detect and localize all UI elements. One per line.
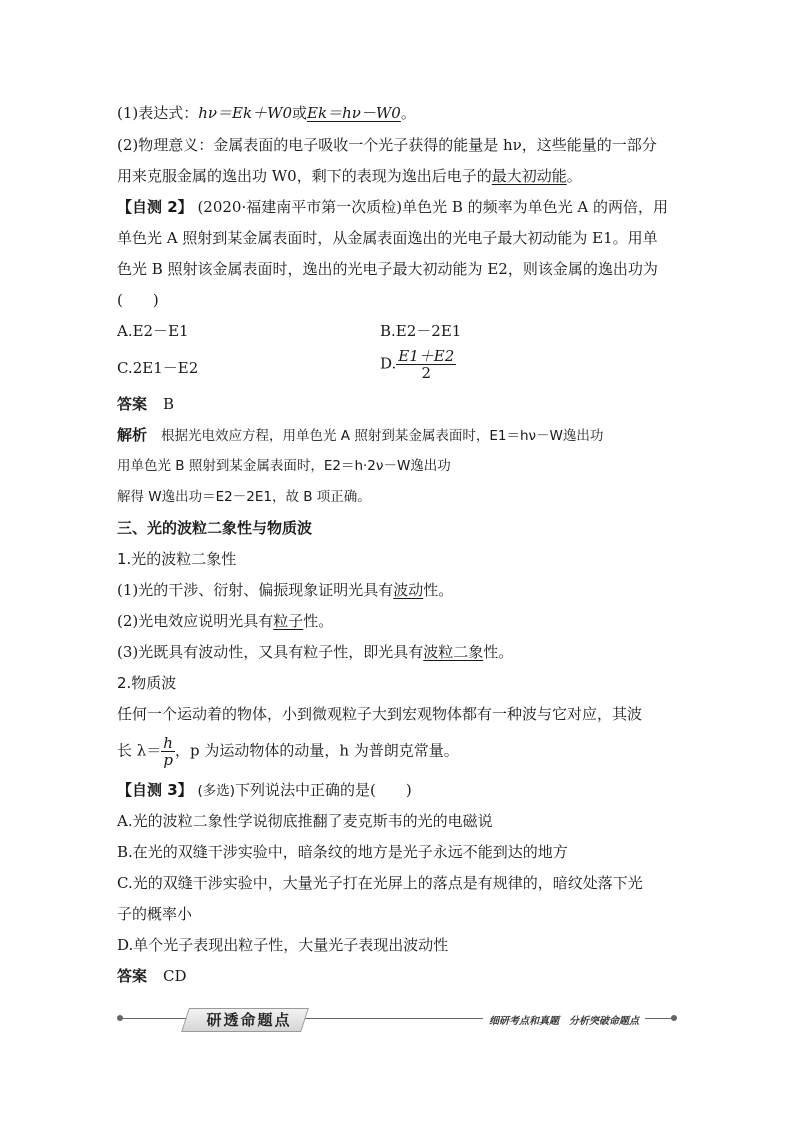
keyword-particle: 粒子 (273, 612, 304, 630)
fraction-numerator: h (163, 734, 173, 752)
matter-wave-line-1: 任何一个运动着的物体，小到微观粒子大到宏观物体都有一种波与它对应，其波 (117, 705, 643, 723)
wavelength-prefix: 长 λ＝ (117, 741, 162, 760)
point-2-end: 性。 (303, 612, 334, 630)
banner-title: 研透命题点 (206, 1011, 292, 1029)
fraction-numerator: E1＋E2 (398, 347, 455, 365)
keyword-wave-particle-duality: 波粒二象 (423, 643, 484, 661)
q2-analysis-line-1 (117, 425, 603, 446)
meaning-line-2 (117, 166, 582, 186)
equation-1: hν＝Ek＋W0 (198, 104, 293, 122)
point-1-end: 性。 (423, 581, 454, 599)
keyword-max-kinetic-energy: 最大初动能 (491, 167, 567, 185)
q2-tag: 【自测 2】 (117, 198, 193, 216)
section-3-point-2 (117, 611, 333, 631)
q3-answer-label: 答案 (117, 967, 148, 985)
point-2-text: (2)光电效应说明光具有 (117, 612, 274, 630)
section-3-point-1 (117, 580, 453, 600)
q2-analysis-text-2: 用单色光 B 照射到某金属表面时，E2＝h·2ν－W逸出功 (117, 458, 451, 474)
meaning-text: 用来克服金属的逸出功 W0，剩下的表现为逸出后电子的 (117, 167, 492, 185)
q3-stem: 下列说法中正确的是( ) (235, 781, 412, 799)
q3-tag: 【自测 3】 (117, 781, 193, 799)
q2-option-b: B.E2－2E1 (380, 322, 462, 340)
q3-option-c-line-1: C.光的双缝干涉实验中，大量光子打在光屏上的落点是有规律的，暗纹处落下光 (117, 874, 643, 892)
meaning-end: 。 (566, 167, 582, 185)
wavelength-suffix: ，p 为运动物体的动量，h 为普朗克常量。 (174, 741, 459, 760)
q2-blank: ( ) (117, 291, 159, 309)
q2-line-1 (117, 197, 668, 217)
q3-option-b: B.在光的双缝干涉实验中，暗条纹的地方是光子永远不能到达的地方 (117, 843, 568, 861)
q2-option-d-label: D. (380, 354, 397, 373)
point-3-text: (3)光既具有波动性，又具有粒子性，即光具有 (117, 643, 424, 661)
expression-end: 。 (400, 104, 416, 122)
q2-option-d-fraction (396, 348, 456, 381)
section-3-title: 三、光的波粒二象性与物质波 (117, 519, 313, 537)
equation-2: Ek＝hν－W0 (307, 104, 401, 122)
q2-option-d (380, 348, 456, 381)
fraction-denominator: p (163, 751, 173, 769)
section-banner (117, 1008, 677, 1030)
q2-analysis-label: 解析 (117, 426, 148, 444)
q3-option-c-line-2: 子的概率小 (117, 905, 193, 923)
q2-stem-2: 单色光 A 照射到某金属表面时，从金属表面逸出的光电子最大初动能为 E1。用单 (117, 229, 658, 247)
fraction-denominator: 2 (421, 364, 432, 382)
point-1-text: (1)光的干涉、衍射、偏振现象证明光具有 (117, 581, 394, 599)
banner-left-dot (117, 1015, 123, 1021)
q2-stem-3: 色光 B 照射该金属表面时，逸出的光电子最大初动能为 E2，则该金属的逸出功为 (117, 260, 658, 278)
q2-analysis-text-1: 根据光电效应方程，用单色光 A 照射到某金属表面时，E1＝hν－W逸出功 (161, 428, 604, 444)
q3-multi-select-note: (多选) (197, 783, 235, 799)
q2-answer-value: B (163, 395, 175, 413)
q2-analysis-text-3: 解得 W逸出功＝E2－2E1，故 B 项正确。 (117, 489, 371, 505)
q3-answer-value: CD (163, 967, 187, 985)
banner-right-dot (671, 1015, 677, 1021)
q2-option-a: A.E2－E1 (117, 322, 189, 340)
section-3-sub-1: 1.光的波粒二象性 (117, 550, 237, 568)
wavelength-fraction (161, 735, 175, 768)
q2-answer-line (117, 394, 174, 414)
point-3-end: 性。 (483, 643, 514, 661)
meaning-line-1: (2)物理意义：金属表面的电子吸收一个光子获得的能量是 hν，这些能量的一部分 (117, 136, 657, 154)
equation-connector: 或 (292, 104, 308, 122)
section-3-point-3 (117, 642, 513, 662)
expression-prefix: (1)表达式： (117, 104, 199, 122)
section-3-sub-2: 2.物质波 (117, 674, 177, 692)
q3-option-d: D.单个光子表现出粒子性，大量光子表现出波动性 (117, 936, 449, 954)
q3-option-a: A.光的波粒二象性学说彻底推翻了麦克斯韦的光的电磁说 (117, 812, 493, 830)
keyword-wave: 波动 (393, 581, 424, 599)
q2-answer-label: 答案 (117, 395, 148, 413)
q3-stem-line (117, 780, 412, 801)
banner-tagline: 细研考点和真题 分析突破命题点 (483, 1012, 645, 1027)
q2-stem-1: (2020·福建南平市第一次质检)单色光 B 的频率为单色光 A 的两倍，用 (197, 198, 669, 216)
expression-line (117, 103, 416, 123)
q2-option-c: C.2E1－E2 (117, 359, 199, 377)
q3-answer-line (117, 966, 187, 986)
matter-wave-line-2 (117, 735, 459, 768)
